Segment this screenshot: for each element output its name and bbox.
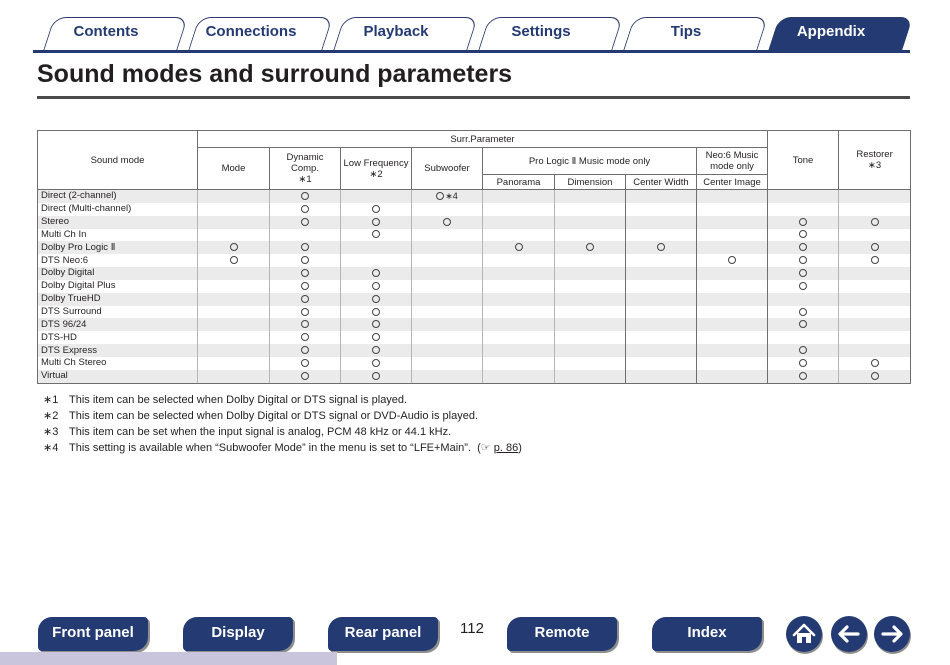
cell-center-width (626, 293, 697, 306)
tab-settings[interactable]: Settings (511, 23, 571, 40)
sound-mode-table (37, 130, 911, 384)
tab-connections[interactable]: Connections (205, 23, 297, 40)
cell-subwoofer (412, 216, 483, 229)
cell-dynamic-comp (270, 241, 341, 254)
sound-mode-name: Dolby Digital (38, 267, 198, 280)
footnote-text: This setting is available when “Subwoofer Mode” in the menu is set to “LFE+Main”. (69, 442, 471, 454)
cell-center-width (626, 190, 697, 203)
circle-mark-icon (301, 192, 309, 200)
circle-mark-icon (372, 372, 380, 380)
cell-tone (768, 203, 839, 216)
circle-mark-icon (301, 333, 309, 341)
cell-mode (198, 331, 270, 344)
sound-mode-name: DTS-HD (38, 331, 198, 344)
cell-subwoofer (412, 229, 483, 242)
cell-center-width (626, 216, 697, 229)
circle-mark-icon (799, 282, 807, 290)
cell-tone (768, 344, 839, 357)
cell-subwoofer (412, 370, 483, 383)
cell-restorer (839, 370, 911, 383)
cell-mode (198, 190, 270, 203)
circle-mark-icon (301, 346, 309, 354)
cell-center-image (697, 241, 768, 254)
cell-center-width (626, 306, 697, 319)
cell-center-image (697, 267, 768, 280)
circle-mark-icon (799, 256, 807, 264)
tab-connections-shape[interactable] (188, 17, 333, 51)
cell-center-width (626, 254, 697, 267)
sound-mode-name: DTS Neo:6 (38, 254, 198, 267)
cell-center-image (697, 293, 768, 306)
table-row (38, 190, 911, 203)
footnote (43, 408, 522, 424)
footnote-text: This item can be selected when Dolby Digital or DTS signal or DVD-Audio is played. (69, 410, 479, 422)
cell-dimension (555, 254, 626, 267)
circle-mark-icon (799, 346, 807, 354)
cell-mode (198, 357, 270, 370)
cell-mode (198, 370, 270, 383)
cell-dynamic-comp (270, 203, 341, 216)
circle-mark-icon (443, 218, 451, 226)
cell-subwoofer (412, 203, 483, 216)
arrow-right-icon (874, 616, 910, 652)
cell-mode (198, 293, 270, 306)
circle-mark-icon (301, 372, 309, 380)
cell-restorer (839, 229, 911, 242)
header-low-frequency-note: ∗2 (369, 168, 383, 180)
cell-tone (768, 229, 839, 242)
cell-subwoofer (412, 331, 483, 344)
page-number: 112 (460, 620, 484, 637)
header-center-width: Center Width (626, 175, 697, 190)
tab-contents-shape[interactable] (43, 17, 188, 51)
circle-mark-icon (799, 320, 807, 328)
cell-restorer (839, 241, 911, 254)
circle-mark-icon (230, 256, 238, 264)
cell-panorama (483, 216, 555, 229)
cell-dynamic-comp (270, 331, 341, 344)
table-row (38, 254, 911, 267)
cell-mode (198, 267, 270, 280)
home-icon (786, 616, 822, 652)
table-row (38, 357, 911, 370)
table-body (38, 190, 911, 384)
cell-subwoofer (412, 254, 483, 267)
cell-panorama (483, 293, 555, 306)
cell-dimension (555, 370, 626, 383)
table-row (38, 306, 911, 319)
cell-tone (768, 331, 839, 344)
cell-dynamic-comp (270, 293, 341, 306)
header-restorer-note: ∗3 (867, 160, 882, 171)
cell-dimension (555, 306, 626, 319)
tab-appendix-shape[interactable] (768, 17, 913, 51)
cell-panorama (483, 203, 555, 216)
circle-mark-icon (372, 282, 380, 290)
header-restorer-label: Restorer (856, 149, 893, 160)
table-row (38, 344, 911, 357)
cell-low-frequency (341, 241, 412, 254)
cell-tone (768, 241, 839, 254)
circle-mark-icon (372, 333, 380, 341)
header-dimension: Dimension (555, 175, 626, 190)
circle-mark-icon (372, 359, 380, 367)
cell-panorama (483, 318, 555, 331)
circle-mark-icon (436, 192, 444, 200)
cell-dimension (555, 190, 626, 203)
cell-center-image (697, 357, 768, 370)
cell-low-frequency (341, 280, 412, 293)
cell-subwoofer (412, 241, 483, 254)
circle-mark-icon (301, 308, 309, 316)
table-row (38, 331, 911, 344)
top-tab-bar (33, 17, 910, 53)
page-title: Sound modes and surround parameters (37, 60, 513, 88)
table-row (38, 318, 911, 331)
tab-playback[interactable]: Playback (363, 23, 429, 40)
cell-dimension (555, 331, 626, 344)
footnote (43, 424, 522, 440)
cell-low-frequency (341, 318, 412, 331)
cell-subwoofer (412, 344, 483, 357)
cell-panorama (483, 357, 555, 370)
cell-subwoofer (412, 318, 483, 331)
circle-mark-icon (799, 230, 807, 238)
cell-dynamic-comp (270, 216, 341, 229)
cell-center-width (626, 344, 697, 357)
header-low-frequency (341, 148, 412, 190)
cell-center-image (697, 306, 768, 319)
subwoofer-note: ∗4 (445, 191, 458, 202)
cell-restorer (839, 203, 911, 216)
cell-tone (768, 357, 839, 370)
cell-center-width (626, 357, 697, 370)
circle-mark-icon (372, 218, 380, 226)
cell-mode (198, 203, 270, 216)
cell-center-image (697, 318, 768, 331)
cell-dynamic-comp (270, 229, 341, 242)
cell-panorama (483, 254, 555, 267)
cell-dimension (555, 203, 626, 216)
cell-tone (768, 293, 839, 306)
cell-subwoofer (412, 293, 483, 306)
pointing-hand-icon: ☞ (480, 442, 491, 454)
header-surr-parameter: Surr.Parameter (198, 131, 768, 148)
cell-subwoofer (412, 306, 483, 319)
cell-panorama (483, 241, 555, 254)
circle-mark-icon (301, 243, 309, 251)
cell-mode (198, 306, 270, 319)
circle-mark-icon (871, 243, 879, 251)
cell-dimension (555, 241, 626, 254)
header-panorama: Panorama (483, 175, 555, 190)
sound-mode-name: Direct (Multi-channel) (38, 203, 198, 216)
cell-restorer (839, 190, 911, 203)
footnotes (43, 392, 522, 456)
tab-underline (33, 50, 910, 53)
cell-tone (768, 306, 839, 319)
table-row (38, 229, 911, 242)
cell-tone (768, 267, 839, 280)
cell-mode (198, 318, 270, 331)
cell-tone (768, 254, 839, 267)
circle-mark-icon (372, 346, 380, 354)
cell-subwoofer (412, 280, 483, 293)
cell-center-image (697, 229, 768, 242)
circle-mark-icon (799, 359, 807, 367)
circle-mark-icon (799, 372, 807, 380)
cell-low-frequency (341, 229, 412, 242)
cell-mode (198, 254, 270, 267)
front-panel-button[interactable]: Front panel (38, 617, 148, 651)
sound-mode-name: Direct (2-channel) (38, 190, 198, 203)
cell-dimension (555, 216, 626, 229)
ref-close: ) (518, 442, 522, 454)
cell-subwoofer (412, 357, 483, 370)
cell-center-width (626, 267, 697, 280)
table-row (38, 280, 911, 293)
cell-center-image (697, 280, 768, 293)
cell-tone (768, 318, 839, 331)
sound-mode-name: Virtual (38, 370, 198, 383)
cell-dimension (555, 267, 626, 280)
footnote (43, 440, 522, 456)
cell-dynamic-comp (270, 267, 341, 280)
cell-restorer (839, 318, 911, 331)
circle-mark-icon (372, 308, 380, 316)
cell-panorama (483, 280, 555, 293)
header-sound-mode: Sound mode (38, 131, 198, 190)
cell-restorer (839, 293, 911, 306)
circle-mark-icon (372, 269, 380, 277)
sound-mode-name: Dolby Digital Plus (38, 280, 198, 293)
footnote-mark: ∗2 (43, 410, 59, 422)
footnote-text: This item can be selected when Dolby Digital or DTS signal is played. (69, 394, 408, 406)
circle-mark-icon (301, 282, 309, 290)
circle-mark-icon (372, 295, 380, 303)
sound-mode-name: DTS Express (38, 344, 198, 357)
cell-low-frequency (341, 370, 412, 383)
cell-dynamic-comp (270, 344, 341, 357)
table-row (38, 241, 911, 254)
circle-mark-icon (586, 243, 594, 251)
footnote-mark: ∗1 (43, 394, 59, 406)
cell-dynamic-comp (270, 306, 341, 319)
page-ref-link[interactable]: p. 86 (493, 442, 519, 454)
circle-mark-icon (871, 218, 879, 226)
cell-restorer (839, 280, 911, 293)
rear-panel-button[interactable]: Rear panel (328, 617, 438, 651)
cell-panorama (483, 190, 555, 203)
cell-restorer (839, 306, 911, 319)
footnote-text: This item can be set when the input signal is analog, PCM 48 kHz or 44.1 kHz. (69, 426, 452, 438)
arrow-left-icon (831, 616, 867, 652)
circle-mark-icon (799, 218, 807, 226)
ref-open: ( (477, 442, 481, 454)
circle-mark-icon (871, 372, 879, 380)
header-restorer (839, 131, 911, 190)
cell-low-frequency (341, 331, 412, 344)
tab-settings-shape[interactable] (478, 17, 623, 51)
sound-mode-name: DTS Surround (38, 306, 198, 319)
cell-center-image (697, 190, 768, 203)
cell-center-width (626, 241, 697, 254)
circle-mark-icon (799, 269, 807, 277)
circle-mark-icon (728, 256, 736, 264)
header-mode: Mode (198, 148, 270, 190)
cell-mode (198, 216, 270, 229)
circle-mark-icon (515, 243, 523, 251)
tab-appendix[interactable]: Appendix (796, 23, 866, 40)
cell-center-width (626, 318, 697, 331)
table-row (38, 370, 911, 383)
cell-mode (198, 344, 270, 357)
header-low-frequency-label: Low Frequency (343, 157, 409, 169)
cell-low-frequency (341, 254, 412, 267)
header-tone: Tone (768, 131, 839, 190)
cell-dynamic-comp (270, 357, 341, 370)
cell-dimension (555, 357, 626, 370)
home-button[interactable] (786, 616, 822, 652)
cell-low-frequency (341, 216, 412, 229)
header-dynamic-comp-label: Dynamic Comp. (286, 152, 324, 174)
circle-mark-icon (301, 218, 309, 226)
cell-dimension (555, 293, 626, 306)
bottom-strip (0, 652, 337, 665)
sound-mode-name: Dolby TrueHD (38, 293, 198, 306)
cell-low-frequency (341, 203, 412, 216)
circle-mark-icon (301, 295, 309, 303)
circle-mark-icon (799, 243, 807, 251)
circle-mark-icon (372, 205, 380, 213)
sound-mode-name: DTS 96/24 (38, 318, 198, 331)
cell-panorama (483, 344, 555, 357)
footnote-mark: ∗3 (43, 426, 59, 438)
cell-tone (768, 190, 839, 203)
cell-low-frequency (341, 306, 412, 319)
sound-mode-name: Dolby Pro Logic Ⅱ (38, 241, 198, 254)
circle-mark-icon (871, 359, 879, 367)
footnote-mark: ∗4 (43, 442, 59, 454)
cell-restorer (839, 254, 911, 267)
cell-panorama (483, 229, 555, 242)
cell-tone (768, 280, 839, 293)
cell-dynamic-comp (270, 190, 341, 203)
circle-mark-icon (301, 205, 309, 213)
cell-dimension (555, 280, 626, 293)
circle-mark-icon (301, 320, 309, 328)
header-neo6: Neo:6 Music mode only (697, 148, 768, 175)
cell-low-frequency (341, 190, 412, 203)
table-row (38, 293, 911, 306)
table-row (38, 216, 911, 229)
cell-dynamic-comp (270, 370, 341, 383)
back-button[interactable] (831, 616, 867, 652)
cell-center-image (697, 331, 768, 344)
circle-mark-icon (230, 243, 238, 251)
footnote (43, 392, 522, 408)
circle-mark-icon (301, 269, 309, 277)
header-pro-logic: Pro Logic Ⅱ Music mode only (483, 148, 697, 175)
circle-mark-icon (657, 243, 665, 251)
table-row (38, 267, 911, 280)
sound-mode-name: Multi Ch In (38, 229, 198, 242)
header-center-image: Center Image (697, 175, 768, 190)
cell-tone (768, 216, 839, 229)
cell-panorama (483, 370, 555, 383)
circle-mark-icon (372, 230, 380, 238)
cell-dimension (555, 318, 626, 331)
cell-dynamic-comp (270, 280, 341, 293)
cell-center-width (626, 229, 697, 242)
cell-center-image (697, 203, 768, 216)
forward-button[interactable] (874, 616, 910, 652)
cell-low-frequency (341, 293, 412, 306)
cell-subwoofer (412, 267, 483, 280)
cell-center-width (626, 203, 697, 216)
cell-mode (198, 280, 270, 293)
cell-low-frequency (341, 344, 412, 357)
index-button[interactable]: Index (652, 617, 762, 651)
cell-restorer (839, 344, 911, 357)
cell-center-image (697, 254, 768, 267)
sound-mode-name: Multi Ch Stereo (38, 357, 198, 370)
cell-low-frequency (341, 267, 412, 280)
tab-contents[interactable]: Contents (73, 23, 139, 40)
cell-restorer (839, 216, 911, 229)
cell-restorer (839, 357, 911, 370)
cell-panorama (483, 331, 555, 344)
cell-center-image (697, 370, 768, 383)
cell-panorama (483, 306, 555, 319)
cell-dimension (555, 229, 626, 242)
display-button[interactable]: Display (183, 617, 293, 651)
cell-subwoofer (412, 190, 483, 203)
circle-mark-icon (799, 308, 807, 316)
cell-tone (768, 370, 839, 383)
cell-mode (198, 229, 270, 242)
cell-center-image (697, 344, 768, 357)
cell-mode (198, 241, 270, 254)
header-subwoofer: Subwoofer (412, 148, 483, 190)
cell-dynamic-comp (270, 318, 341, 331)
cell-panorama (483, 267, 555, 280)
cell-dimension (555, 344, 626, 357)
circle-mark-icon (372, 320, 380, 328)
tab-tips-shape[interactable] (623, 17, 768, 51)
circle-mark-icon (301, 359, 309, 367)
cell-low-frequency (341, 357, 412, 370)
tab-tips[interactable]: Tips (670, 23, 702, 40)
cell-dynamic-comp (270, 254, 341, 267)
sound-mode-name: Stereo (38, 216, 198, 229)
cell-center-width (626, 370, 697, 383)
circle-mark-icon (301, 256, 309, 264)
table-row (38, 203, 911, 216)
tab-playback-shape[interactable] (333, 17, 478, 51)
cell-center-width (626, 331, 697, 344)
header-dynamic-comp (270, 148, 341, 190)
cell-center-width (626, 280, 697, 293)
cell-restorer (839, 331, 911, 344)
header-dynamic-comp-note: ∗1 (298, 174, 312, 185)
title-divider (37, 96, 910, 99)
cell-restorer (839, 267, 911, 280)
remote-button[interactable]: Remote (507, 617, 617, 651)
circle-mark-icon (871, 256, 879, 264)
cell-center-image (697, 216, 768, 229)
